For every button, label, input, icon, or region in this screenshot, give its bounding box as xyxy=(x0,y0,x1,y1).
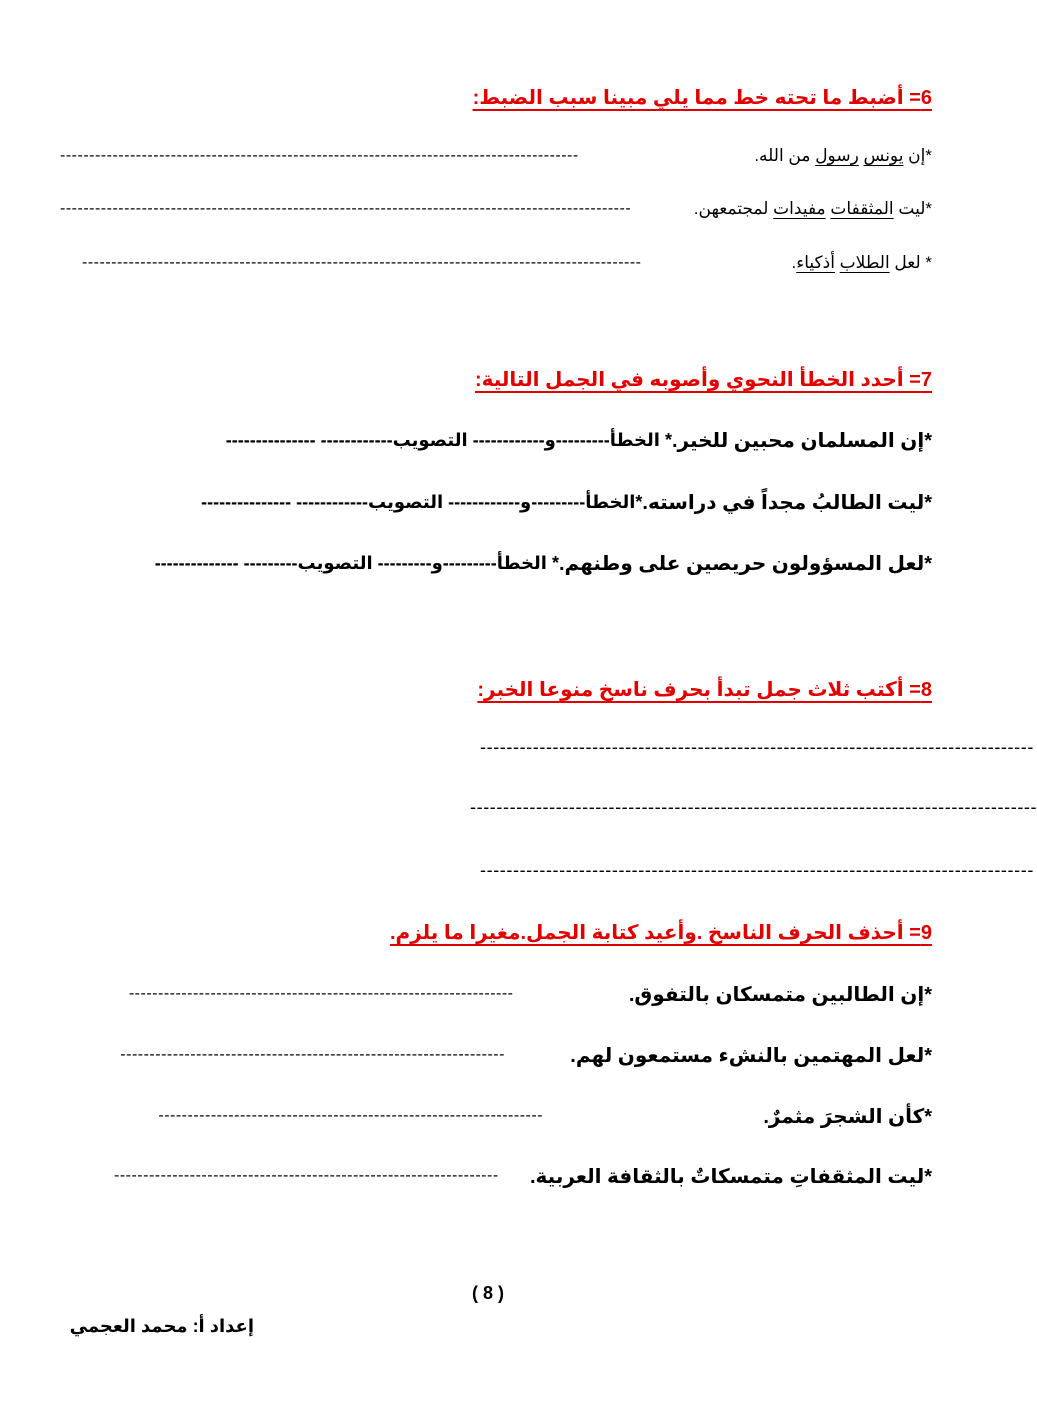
q9-item-3 xyxy=(60,1100,932,1132)
q9-item-3-answer-line[interactable]: ------------------------------------------------------------------ xyxy=(158,1107,544,1124)
q7-item-3 xyxy=(60,547,932,579)
q7-item-3-sentence: *لعل المسؤولون حريصين على وطنهم. xyxy=(558,552,932,575)
q7-item-2-sentence: *ليت الطالبُ مجداً في دراسته. xyxy=(642,491,932,514)
q9-item-4-answer-line[interactable]: ------------------------------------------------------------------ xyxy=(113,1167,499,1184)
q9-item-4-sentence: *ليت المثقفاتِ متمسكاتٌ بالثقافة العربية. xyxy=(529,1165,932,1188)
q6-item-1-answer-line[interactable]: ----------------------------------------------------------------------------------------- xyxy=(60,147,579,164)
q9-item-2-sentence: *لعل المهتمين بالنشء مستمعون لهم. xyxy=(570,1044,932,1067)
q9-item-1 xyxy=(60,978,932,1010)
page-number: ( 8 ) xyxy=(471,1283,504,1303)
q8-answer-line-2[interactable]: -------------------------------------------------------------------------------------- xyxy=(470,797,1037,817)
q6-item-1 xyxy=(60,140,932,172)
q8-answer-line-3[interactable]: ------------------------------------------------------------------------------------ xyxy=(480,860,1034,880)
q6-item-3-answer-line[interactable]: ------------------------------------------------------------------------------------------------ xyxy=(82,254,642,271)
q9-item-2 xyxy=(60,1039,932,1071)
q6-item-2 xyxy=(60,193,932,225)
q7-item-1-error-line[interactable]: * الخطأ---------و------------ التصويب------------ --------------- xyxy=(225,429,672,450)
q7-item-3-error-line[interactable]: * الخطأ---------و--------- التصويب--------- -------------- xyxy=(154,552,559,573)
q7-item-1 xyxy=(60,424,932,456)
q9-item-4 xyxy=(60,1160,932,1192)
q7-item-2 xyxy=(60,486,932,518)
q7-item-1-sentence: *إن المسلمان محبين للخير. xyxy=(671,429,932,452)
q6-item-3-text: * لعل الطلاب أذكياء. xyxy=(791,253,932,272)
q6-item-2-answer-line[interactable]: -------------------------------------------------------------------------------------------------- xyxy=(60,200,632,217)
q7-item-2-error-line[interactable]: *الخطأ---------و------------ التصويب------------ --------------- xyxy=(201,491,643,512)
q9-item-3-sentence: *كأن الشجرَ مثمرٌ. xyxy=(763,1105,932,1128)
q6-item-1-text: *إن يونس رسول من الله. xyxy=(754,146,932,165)
q9-item-2-answer-line[interactable]: ------------------------------------------------------------------ xyxy=(120,1046,505,1063)
q9-item-1-sentence: *إن الطالبين متمسكان بالتفوق. xyxy=(628,983,932,1006)
q6-item-2-text: *ليت المثقفات مفيدات لمجتمعهن. xyxy=(693,199,932,218)
q9-heading: 9= أحذف الحرف الناسخ .وأعيد كتابة الجمل.مغيرا ما يلزم. xyxy=(389,922,932,944)
q8-heading: 8= أكتب ثلاث جمل تبدأ بحرف ناسخ منوعا الخبر: xyxy=(477,679,932,701)
q7-heading: 7= أحدد الخطأ النحوي وأصوبه في الجمل التالية: xyxy=(474,369,932,391)
q6-item-3 xyxy=(60,247,932,279)
q6-heading: 6= أضبط ما تحته خط مما يلي مبينا سبب الضبط: xyxy=(472,87,932,109)
q8-answer-line-1[interactable]: ------------------------------------------------------------------------------------ xyxy=(480,737,1034,757)
author-credit: إعداد أ: محمد العجمي xyxy=(69,1316,254,1336)
q9-item-1-answer-line[interactable]: ------------------------------------------------------------------ xyxy=(128,985,514,1002)
